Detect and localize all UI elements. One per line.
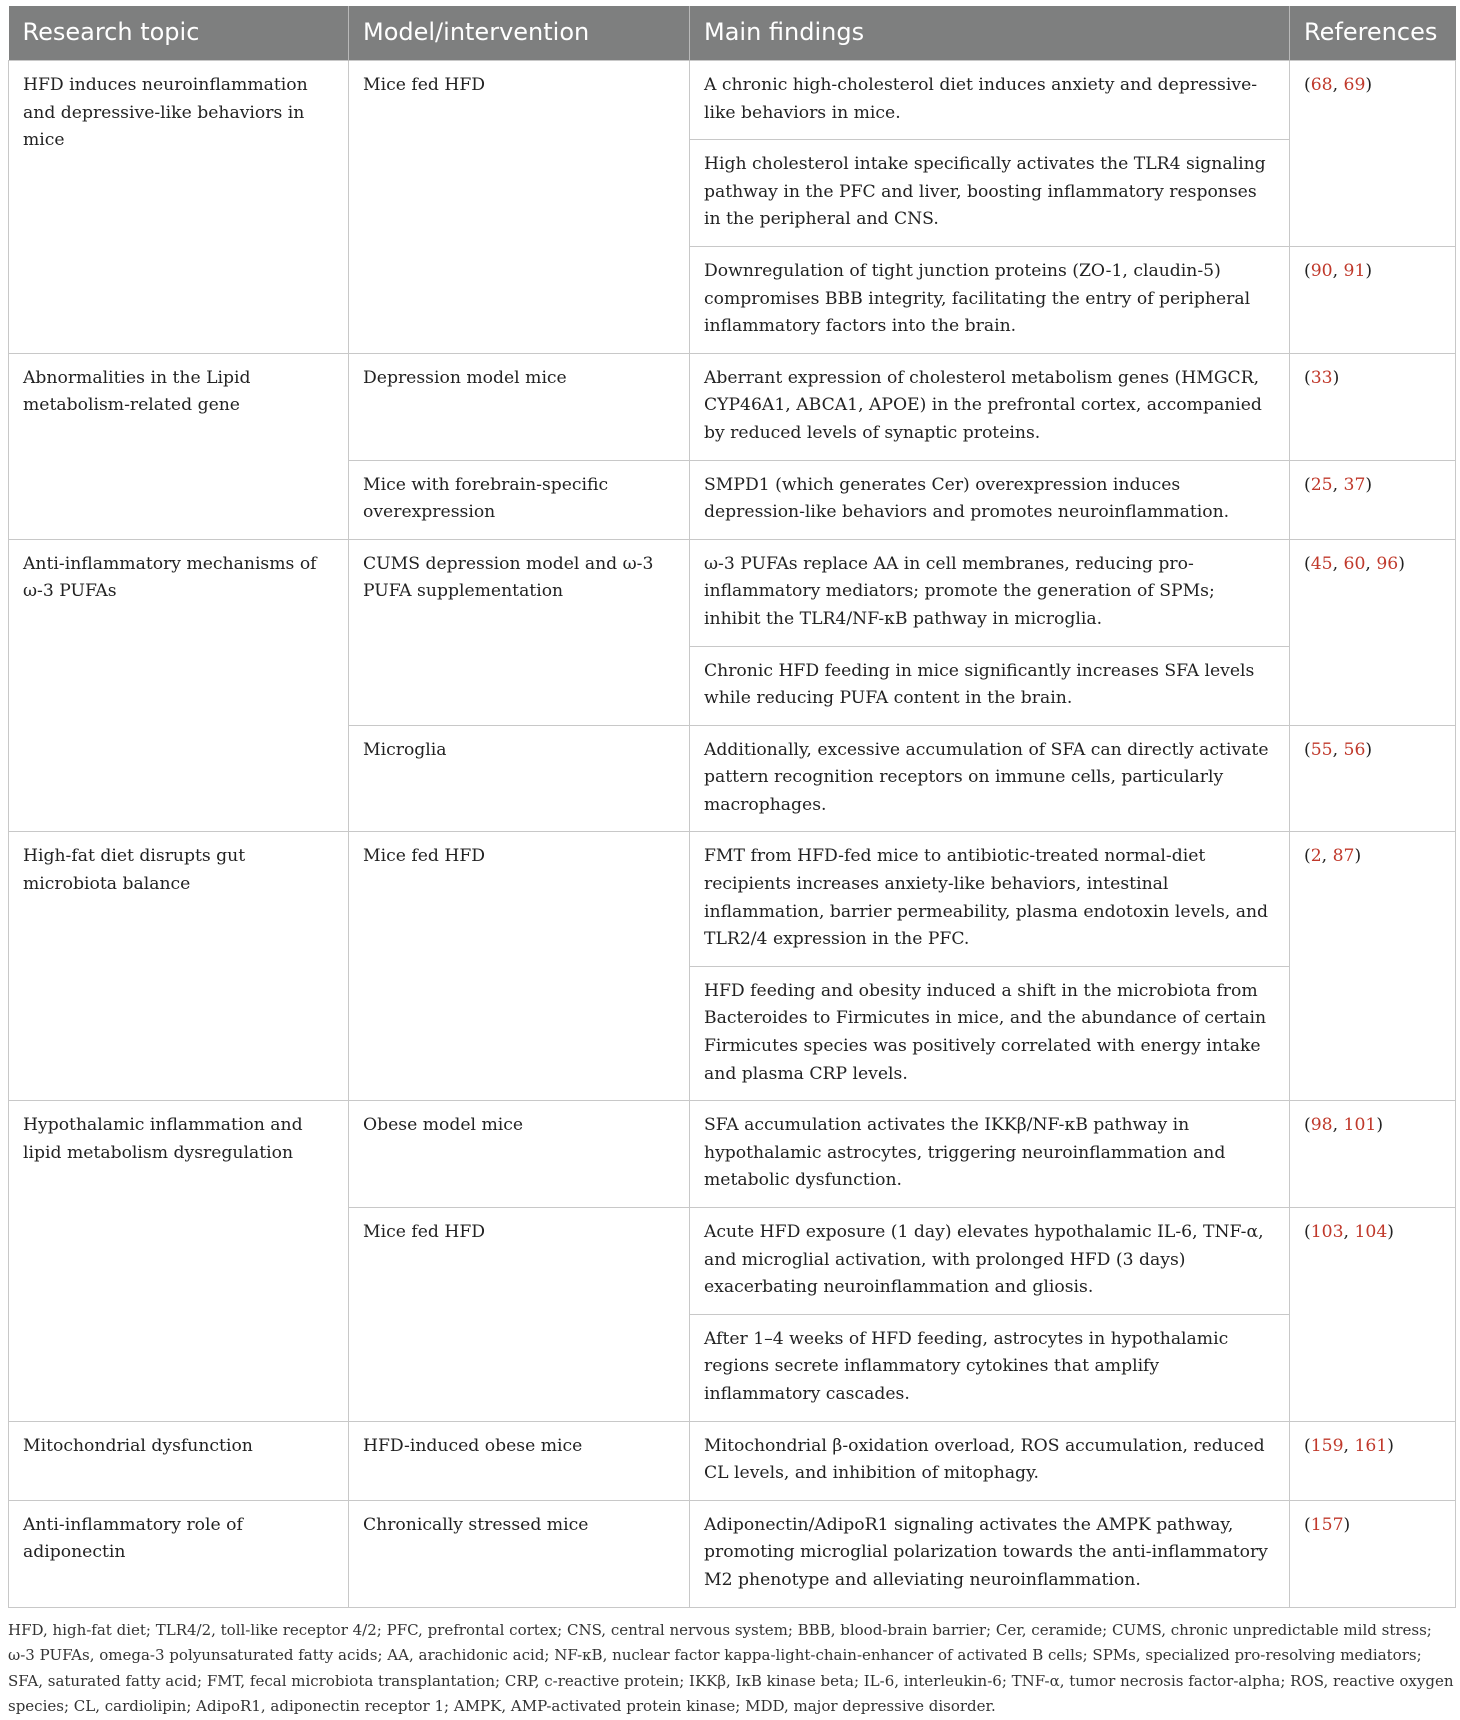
reference-link[interactable]: 68 <box>1310 75 1333 95</box>
header-model-intervention: Model/intervention <box>349 6 690 61</box>
paren-open: ( <box>1304 846 1311 867</box>
main-finding-cell: A chronic high-cholesterol diet induces anxiety and depressive-like behaviors in mice. <box>690 61 1290 140</box>
references-cell <box>1290 1101 1456 1208</box>
table-row <box>9 1500 1456 1607</box>
model-intervention-cell: Mice fed HFD <box>349 832 690 1101</box>
paren-close: ) <box>1376 1115 1384 1136</box>
header-row <box>9 6 1456 61</box>
reference-link[interactable]: 103 <box>1310 1222 1344 1242</box>
reference-separator: , <box>1332 260 1344 281</box>
paren-close: ) <box>1354 846 1362 867</box>
paren-close: ) <box>1398 553 1405 574</box>
model-intervention-cell: CUMS depression model and ω-3 PUFA supplementation <box>349 539 690 725</box>
table-container <box>8 6 1455 1720</box>
research-topic-cell: HFD induces neuroinflammation and depressive-like behaviors in mice <box>9 61 349 354</box>
reference-link[interactable]: 96 <box>1376 553 1399 574</box>
model-intervention-cell: Mice fed HFD <box>349 1208 690 1422</box>
reference-separator: , <box>1343 1222 1355 1242</box>
research-topic-cell: Hypothalamic inflammation and lipid metabolism dysregulation <box>9 1101 349 1421</box>
references-cell <box>1290 832 1456 1101</box>
reference-separator: , <box>1321 846 1333 867</box>
table-row <box>9 539 1456 646</box>
table-footnote: HFD, high-fat diet; TLR4/2, toll-like receptor 4/2; PFC, prefrontal cortex; CNS, central nervous system; BBB, blood-brain barrier; Cer, ceramide; CUMS, chronic unpredictable mild stress; ω-3 PUFAs, omega-3 polyunsaturated fatty acids; AA, arachidonic acid; NF-κB, nuclear factor kappa-light-chain-enhancer of activated B cells; SPMs, specialized pro-resolving mediators; SFA, saturated fatty acid; FMT, fecal microbiota transplantation; CRP, c-reactive protein; IKKβ, IκB kinase beta; IL-6, interleukin-6; TNF-α, tumor necrosis factor-alpha; ROS, reactive oxygen species; CL, cardiolipin; AdipoR1, adiponectin receptor 1; AMPK, AMP-activated protein kinase; MDD, major depressive disorder. <box>8 1620 1454 1716</box>
paren-open: ( <box>1304 474 1311 495</box>
paren-open: ( <box>1304 1514 1311 1535</box>
paren-open: ( <box>1304 1435 1311 1456</box>
paren-close: ) <box>1387 1222 1394 1242</box>
reference-separator: , <box>1332 75 1344 95</box>
findings-table <box>8 6 1456 1608</box>
header-main-findings: Main findings <box>690 6 1290 61</box>
paren-open: ( <box>1304 260 1311 281</box>
main-finding-cell: High cholesterol intake specifically activates the TLR4 signaling pathway in the PFC and liver, boosting inflammatory responses in the peripheral and CNS. <box>690 140 1290 247</box>
main-finding-cell: Adiponectin/AdipoR1 signaling activates the AMPK pathway, promoting microglial polarization towards the anti-inflammatory M2 phenotype and alleviating neuroinflammation. <box>690 1500 1290 1607</box>
main-finding-cell: Acute HFD exposure (1 day) elevates hypothalamic IL-6, TNF-α, and microglial activation, with prolonged HFD (3 days) exacerbating neuroinflammation and gliosis. <box>690 1208 1290 1315</box>
model-intervention-cell: HFD-induced obese mice <box>349 1421 690 1500</box>
paren-close: ) <box>1365 474 1373 495</box>
reference-separator: , <box>1343 1435 1355 1456</box>
main-finding-cell: SMPD1 (which generates Cer) overexpression induces depression-like behaviors and promotes neuroinflammation. <box>690 460 1290 539</box>
table-row <box>9 832 1456 966</box>
main-finding-cell: After 1–4 weeks of HFD feeding, astrocytes in hypothalamic regions secrete inflammatory cytokines that amplify inflammatory cascades. <box>690 1314 1290 1421</box>
paren-open: ( <box>1304 367 1311 388</box>
reference-link[interactable]: 98 <box>1310 1115 1333 1136</box>
model-intervention-cell: Microglia <box>349 725 690 832</box>
reference-link[interactable]: 2 <box>1310 846 1322 867</box>
table-body <box>9 61 1456 1608</box>
reference-link[interactable]: 69 <box>1343 75 1366 95</box>
references-cell <box>1290 246 1456 353</box>
research-topic-cell: Mitochondrial dysfunction <box>9 1421 349 1500</box>
research-topic-cell: High-fat diet disrupts gut microbiota balance <box>9 832 349 1101</box>
header-research-topic: Research topic <box>9 6 349 61</box>
main-finding-cell: Mitochondrial β-oxidation overload, ROS accumulation, reduced CL levels, and inhibition of mitophagy. <box>690 1421 1290 1500</box>
reference-link[interactable]: 37 <box>1343 474 1366 495</box>
research-topic-cell: Anti-inflammatory role of adiponectin <box>9 1500 349 1607</box>
reference-link[interactable]: 104 <box>1354 1222 1388 1242</box>
reference-link[interactable]: 101 <box>1343 1115 1377 1136</box>
references-cell <box>1290 353 1456 460</box>
main-finding-cell: Downregulation of tight junction proteins (ZO-1, claudin-5) compromises BBB integrity, facilitating the entry of peripheral inflammatory factors into the brain. <box>690 246 1290 353</box>
references-cell <box>1290 725 1456 832</box>
paren-close: ) <box>1365 739 1373 760</box>
reference-link[interactable]: 56 <box>1343 739 1366 760</box>
references-cell <box>1290 1208 1456 1422</box>
references-cell <box>1290 460 1456 539</box>
reference-link[interactable]: 157 <box>1310 1514 1344 1535</box>
main-finding-cell: Aberrant expression of cholesterol metabolism genes (HMGCR, CYP46A1, ABCA1, APOE) in the prefrontal cortex, accompanied by reduced levels of synaptic proteins. <box>690 353 1290 460</box>
paren-open: ( <box>1304 1222 1311 1242</box>
research-topic-cell: Abnormalities in the Lipid metabolism-related gene <box>9 353 349 539</box>
table-row <box>9 1101 1456 1208</box>
main-finding-cell: FMT from HFD-fed mice to antibiotic-treated normal-diet recipients increases anxiety-like behaviors, intestinal inflammation, barrier permeability, plasma endotoxin levels, and TLR2/4 expression in the PFC. <box>690 832 1290 966</box>
reference-link[interactable]: 161 <box>1354 1435 1388 1456</box>
main-finding-cell: SFA accumulation activates the IKKβ/NF-κB pathway in hypothalamic astrocytes, triggering neuroinflammation and metabolic dysfunction. <box>690 1101 1290 1208</box>
model-intervention-cell: Obese model mice <box>349 1101 690 1208</box>
paren-open: ( <box>1304 739 1311 760</box>
reference-link[interactable]: 87 <box>1332 846 1355 867</box>
paren-close: ) <box>1365 75 1373 95</box>
model-intervention-cell: Mice fed HFD <box>349 61 690 354</box>
reference-link[interactable]: 45 <box>1310 553 1333 574</box>
references-cell <box>1290 1421 1456 1500</box>
references-cell <box>1290 1500 1456 1607</box>
research-topic-cell: Anti-inflammatory mechanisms of ω-3 PUFAs <box>9 539 349 832</box>
reference-link[interactable]: 90 <box>1310 260 1333 281</box>
reference-link[interactable]: 25 <box>1310 474 1333 495</box>
reference-link[interactable]: 33 <box>1310 367 1333 388</box>
reference-link[interactable]: 159 <box>1310 1435 1344 1456</box>
table-row <box>9 61 1456 140</box>
main-finding-cell: HFD feeding and obesity induced a shift in the microbiota from Bacteroides to Firmicutes in mice, and the abundance of certain Firmicutes species was positively correlated with energy intake and plasma CRP levels. <box>690 966 1290 1100</box>
references-cell <box>1290 61 1456 247</box>
paren-close: ) <box>1387 1435 1394 1456</box>
main-finding-cell: Chronic HFD feeding in mice significantly increases SFA levels while reducing PUFA content in the brain. <box>690 646 1290 725</box>
paren-open: ( <box>1304 553 1311 574</box>
table-row <box>9 353 1456 460</box>
model-intervention-cell: Mice with forebrain-specific overexpression <box>349 460 690 539</box>
paren-close: ) <box>1365 260 1373 281</box>
table-header <box>9 6 1456 61</box>
model-intervention-cell: Depression model mice <box>349 353 690 460</box>
paren-close: ) <box>1343 1514 1351 1535</box>
reference-link[interactable]: 91 <box>1343 260 1366 281</box>
reference-link[interactable]: 55 <box>1310 739 1333 760</box>
model-intervention-cell: Chronically stressed mice <box>349 1500 690 1607</box>
reference-separator: , <box>1332 553 1344 574</box>
main-finding-cell: Additionally, excessive accumulation of SFA can directly activate pattern recognition receptors on immune cells, particularly macrophages. <box>690 725 1290 832</box>
paren-close: ) <box>1332 367 1340 388</box>
reference-link[interactable]: 60 <box>1343 553 1366 574</box>
paren-open: ( <box>1304 1115 1311 1136</box>
reference-separator: , <box>1365 553 1377 574</box>
reference-separator: , <box>1332 739 1344 760</box>
header-references: References <box>1290 6 1456 61</box>
reference-separator: , <box>1332 474 1344 495</box>
table-row <box>9 1421 1456 1500</box>
reference-separator: , <box>1332 1115 1344 1136</box>
references-cell <box>1290 539 1456 725</box>
paren-open: ( <box>1304 75 1311 95</box>
main-finding-cell: ω-3 PUFAs replace AA in cell membranes, reducing pro-inflammatory mediators; promote the generation of SPMs; inhibit the TLR4/NF-κB pathway in microglia. <box>690 539 1290 646</box>
